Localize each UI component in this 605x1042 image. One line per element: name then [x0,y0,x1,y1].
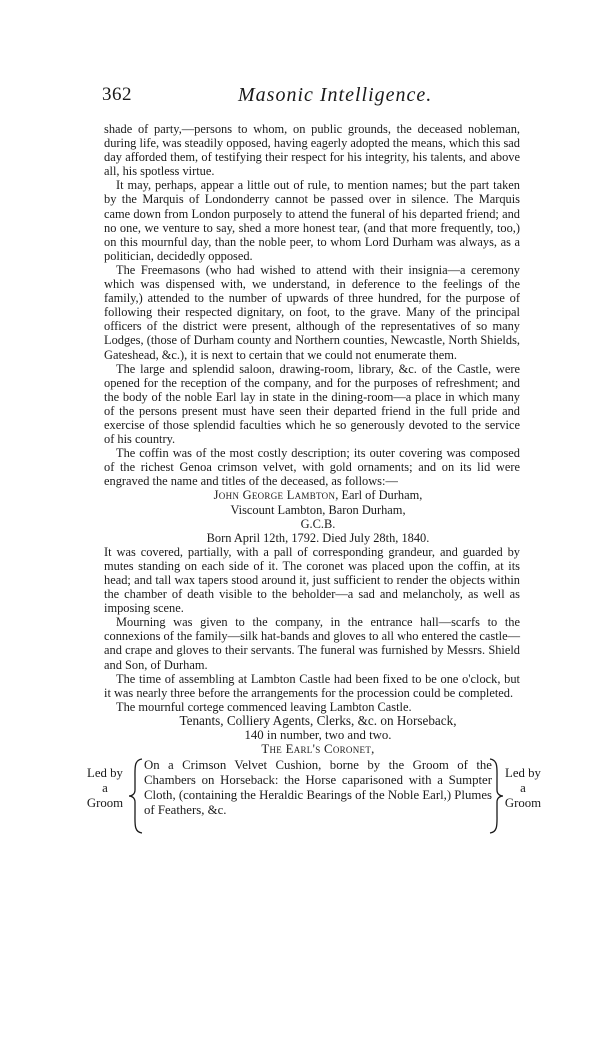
tenants-line-1: Tenants, Colliery Agents, Clerks, &c. on Horseback, [179,712,457,728]
page-number: 362 [102,84,132,105]
right-label-line: Groom [504,796,542,811]
paragraph: The coffin was of the most costly description; its outer covering was composed of the richest Genoa crimson velvet, with gold ornaments; and on its lid were engraved the name and titles of the deceased, as follows:— [104,446,520,489]
coronet-procession-block [84,758,546,840]
procession-order [86,712,542,840]
coronet-heading: The Earl's Coronet, [261,742,375,757]
paragraph: shade of party,—persons to whom, on public grounds, the deceased nobleman, during life, was steadily opposed, having eagerly adopted the means, which this sad day afforded them, of testifying their respect for his integrity, his talents, and above all, his spotless virtue. [104,122,520,179]
paragraph: The large and splendid saloon, drawing-room, library, &c. of the Castle, were opened for the reception of the company, and for the purposes of refreshment; and the body of the noble Earl lay in state in the dining-room—a place in which many of the persons present must have seen their departed friend in the full pride and exercise of those splendid faculties which he so generously devoted to the service of his country. [104,361,520,447]
right-label-line: Led by [505,766,541,781]
coronet-description: On a Crimson Velvet Cushion, borne by the Groom of the Chambers on Horseback: the Horse caparisoned with a Sumpter Cloth, (containing the Heraldic Bearings of the Noble Earl,) Plumes of Feathers, &c. [144,758,492,818]
left-brace-icon [128,758,144,834]
coffin-inscription [104,488,520,544]
right-label-line: a [520,781,526,796]
left-label-line: a [102,781,108,796]
left-groom-label [84,758,126,811]
paragraph: Mourning was given to the company, in the entrance hall—scarfs to the connexions of the family—silk hat-bands and gloves to all who entered the castle—and crape and gloves to their servants. The funeral was furnished by Messrs. Shield and Son, of Durham. [104,615,520,672]
inscription-line-2: Viscount Lambton, Baron Durham, [230,502,406,517]
inscription-dates: Born April 12th, 1792. Died July 28th, 1840. [206,530,430,545]
paragraph: The time of assembling at Lambton Castle had been fixed to be one o'clock, but it was nearly three before the arrangements for the procession could be completed. [104,671,520,700]
paragraph: It was covered, partially, with a pall of corresponding grandeur, and guarded by mutes standing on each side of it. The coronet was placed upon the coffin, at its head; and tall wax tapers stood around it, just sufficient to render the objects within the chamber of death visible to the beholder—a sad and melancholy, as well as imposing scene. [104,544,520,616]
paragraph: The Freemasons (who had wished to attend with their insignia—a ceremony which was dispensed with, we understand, in deference to the feelings of the family,) attended to the number of upwards of three hundred, for the purpose of following their respected dignitary, on foot, to the grave. Many of the principal officers of the district were present, although of the representatives of so many Lodges, (those of Durham county and Northern counties, Newcastle, North Shields, Gateshead, &c.), it is next to certain that we could not enumerate them. [104,262,520,362]
paragraph: It may, perhaps, appear a little out of rule, to mention names; but the part taken by the Marquis of Londonderry cannot be passed over in silence. The Marquis came down from London purposely to attend the funeral of his departed friend; and no one, we venture to say, shed a more honest tear, (and that more frequently, too,) on this mournful day, than the noble peer, to whom Lord Durham was always, as a politician, decidedly opposed. [104,178,520,263]
paragraph: The mournful cortege commenced leaving Lambton Castle. [116,699,412,714]
inscription-line-1-rest: , Earl of Durham, [335,488,423,503]
inscription-name: John George Lambton [213,488,336,503]
page-body [86,122,542,840]
left-label-line: Groom [86,796,124,811]
tenants-line-2: 140 in number, two and two. [244,728,392,743]
left-label-line: Led by [87,766,123,781]
inscription-line-3: G.C.B. [300,516,336,531]
inscription-line-1 [104,488,520,502]
running-title: Masonic Intelligence. [238,84,433,106]
right-groom-label [500,758,546,811]
running-header [102,84,522,110]
